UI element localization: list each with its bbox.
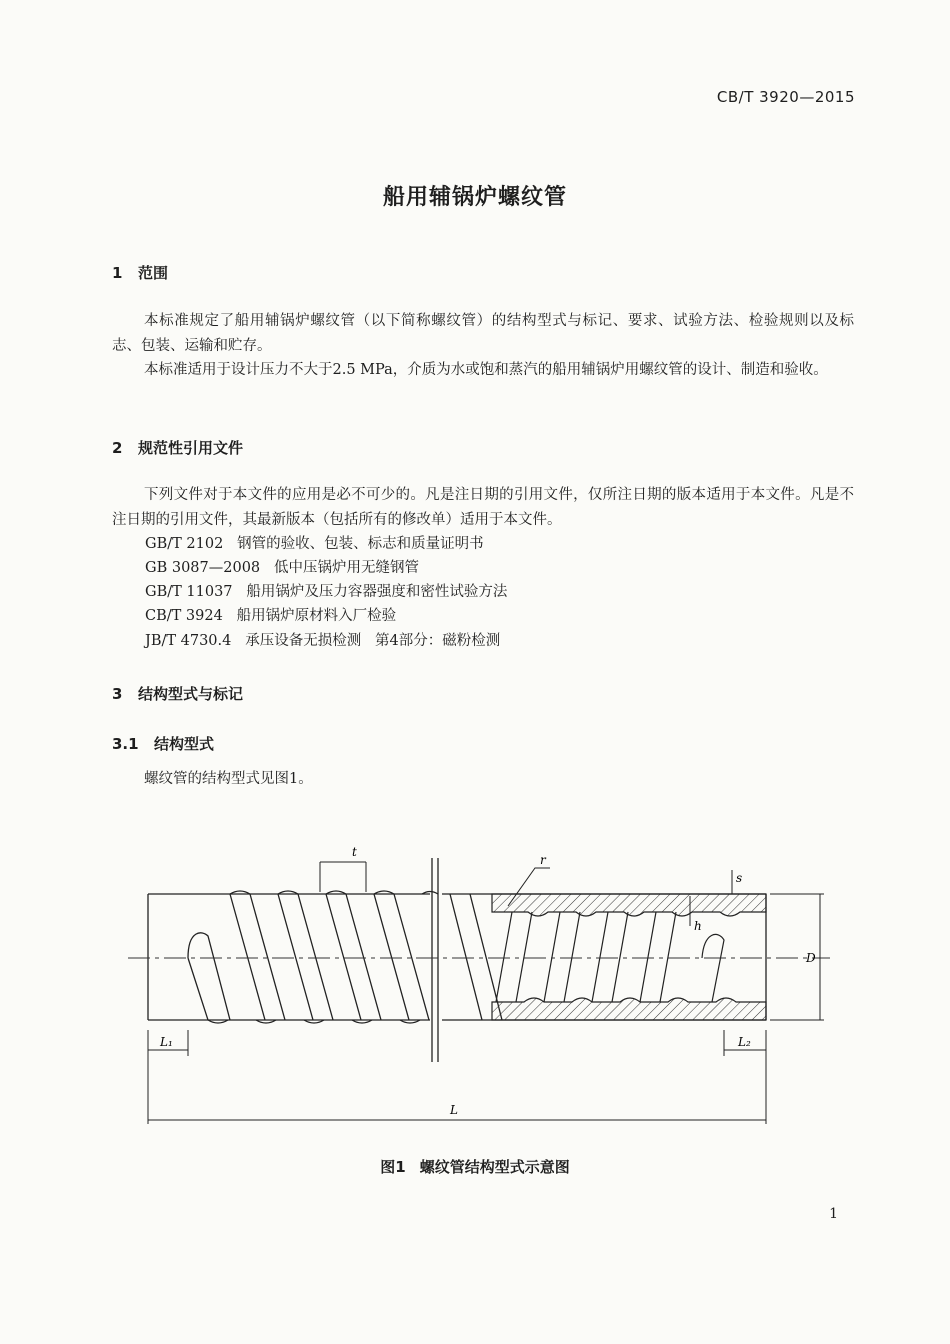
dim-t: [320, 862, 366, 892]
document-title: 船用辅锅炉螺纹管: [382, 185, 567, 210]
reference-item: GB/T 2102 钢管的验收、包装、标志和质量证明书: [145, 536, 484, 552]
reference-item: GB 3087—2008 低中压锅炉用无缝钢管: [145, 560, 419, 576]
section-1-heading: [112, 262, 168, 283]
reference-item: CB/T 3924 船用锅炉原材料入厂检验: [145, 608, 397, 624]
page-number: 1: [829, 1206, 838, 1222]
section-number: 3.1: [112, 735, 139, 753]
section-1-paragraph-2: 本标准适用于设计压力不大于2.5 MPa，介质为水或饱和蒸汽的船用辅锅炉用螺纹管的设计、制造和验收。: [144, 362, 828, 378]
section-number: 3: [112, 685, 123, 703]
label-s: s: [736, 871, 743, 885]
dim-D: [770, 894, 824, 1020]
section-3-1-paragraph-1: 螺纹管的结构型式见图1。: [144, 771, 313, 787]
figure-title: 螺纹管结构型式示意图: [419, 1158, 570, 1176]
inner-helix-lines: [496, 912, 676, 1002]
thread-start-left: [188, 933, 230, 1020]
figure-number: 图1: [380, 1158, 406, 1176]
section-wall-bottom: [492, 998, 766, 1020]
figure-caption: [0, 1156, 950, 1177]
section-3-heading: [112, 683, 243, 704]
section-number: 2: [112, 439, 123, 457]
label-D: D: [806, 951, 816, 965]
helix-lines-right: [450, 894, 502, 1020]
label-r: r: [540, 853, 546, 867]
section-2-heading: [112, 437, 243, 458]
thread-start-right: [702, 934, 724, 1002]
label-L1: L₁: [160, 1035, 173, 1049]
reference-item: JB/T 4730.4 承压设备无损检测 第4部分：磁粉检测: [145, 633, 501, 649]
section-title: 结构型式: [154, 735, 215, 753]
section-title: 结构型式与标记: [138, 685, 244, 703]
section-wall-top: [492, 894, 766, 916]
label-t: t: [352, 845, 357, 859]
section-number: 1: [112, 264, 123, 282]
label-h: h: [694, 919, 702, 933]
standard-code: CB/T 3920—2015: [716, 88, 855, 106]
threaded-tube-figure: [120, 830, 840, 1130]
helix-lines: [230, 894, 429, 1020]
label-L: L: [450, 1103, 458, 1117]
label-L2: L₂: [738, 1035, 751, 1049]
section-2-paragraph-1: 下列文件对于本文件的应用是必不可少的。凡是注日期的引用文件，仅所注日期的版本适用于本文件。凡是不注日期的引用文件，其最新版本（包括所有的修改单）适用于本文件。: [112, 487, 854, 528]
section-title: 规范性引用文件: [138, 439, 244, 457]
reference-item: GB/T 11037 船用锅炉及压力容器强度和密性试验方法: [145, 584, 508, 600]
break-line: [432, 858, 438, 1062]
section-1-paragraph-1: 本标准规定了船用辅锅炉螺纹管（以下简称螺纹管）的结构型式与标记、要求、试验方法、检验规则以及标志、包装、运输和贮存。: [112, 313, 854, 354]
section-title: 范围: [138, 264, 169, 282]
section-3-1-heading: [112, 733, 214, 754]
